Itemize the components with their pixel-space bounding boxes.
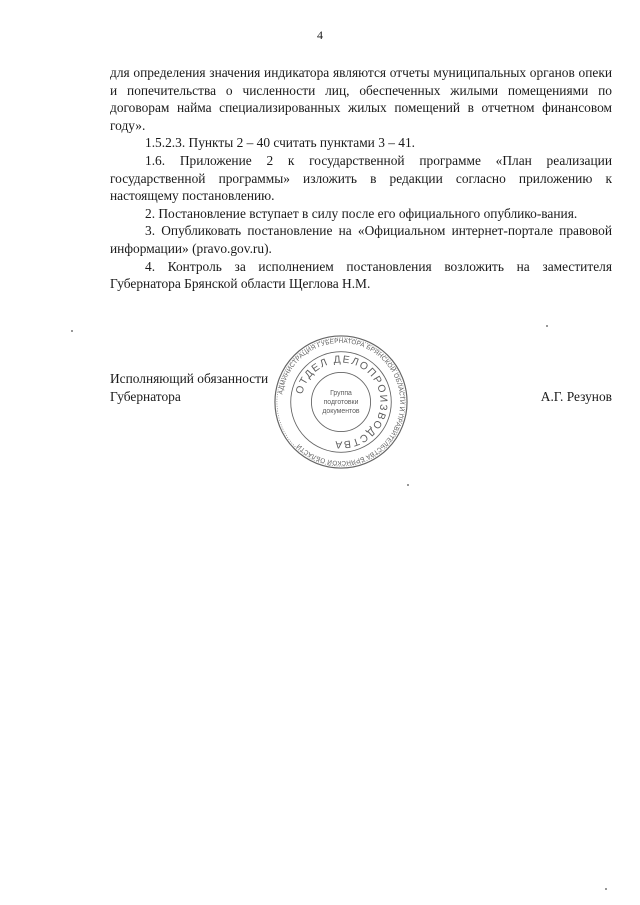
scan-speck xyxy=(546,325,548,327)
stamp-outer-text: АДМИНИСТРАЦИЯ ГУБЕРНАТОРА БРЯНСКОЙ ОБЛАСТИ И ПРАВИТЕЛЬСТВА БРЯНСКОЙ ОБЛАСТИ xyxy=(277,337,406,467)
paragraph-3: 3. Опубликовать постановление на «Официальном интернет-портале правовой информации» (pravo.gov.ru). xyxy=(110,223,612,256)
scan-speck xyxy=(605,888,607,890)
paragraph-2: 2. Постановление вступает в силу после его официального опублико-вания. xyxy=(145,205,578,221)
scan-speck xyxy=(407,484,409,486)
paragraph-indicator-continuation: для определения значения индикатора являются отчеты муниципальных органов опеки и попечительства о численности лиц, обеспеченных жилыми помещениями по договорам найма специализированных жилых помещений в отчетном финансовом году». xyxy=(110,65,612,133)
stamp-arc-text: ОТДЕЛ ДЕЛОПРОИЗВОДСТВА xyxy=(294,354,389,450)
signatory-position xyxy=(110,370,268,405)
paragraph-4: 4. Контроль за исполнением постановления возложить на заместителя Губернатора Брянской области Щеглова Н.М. xyxy=(110,258,612,292)
page-number: 4 xyxy=(317,28,323,42)
signatory-position-line2: Губернатора xyxy=(110,388,181,404)
paragraph-1-5-2-3: 1.5.2.3. Пункты 2 – 40 считать пунктами 3 – 41. xyxy=(145,135,416,151)
stamp-center-line3: документов xyxy=(322,407,360,415)
signatory-name: А.Г. Резунов xyxy=(540,389,612,404)
paragraph-1-6: 1.6. Приложение 2 к государственной программе «План реализации государственной программы» изложить в редакции согласно приложению к настоящему постановлению. xyxy=(110,152,612,204)
official-stamp xyxy=(272,333,410,471)
scan-speck xyxy=(71,330,73,332)
stamp-center-line2: подготовки xyxy=(323,398,359,406)
stamp-center-line1: Группа xyxy=(330,390,352,398)
document-body xyxy=(110,64,612,293)
signatory-position-line1: Исполняющий обязанности xyxy=(110,371,269,386)
